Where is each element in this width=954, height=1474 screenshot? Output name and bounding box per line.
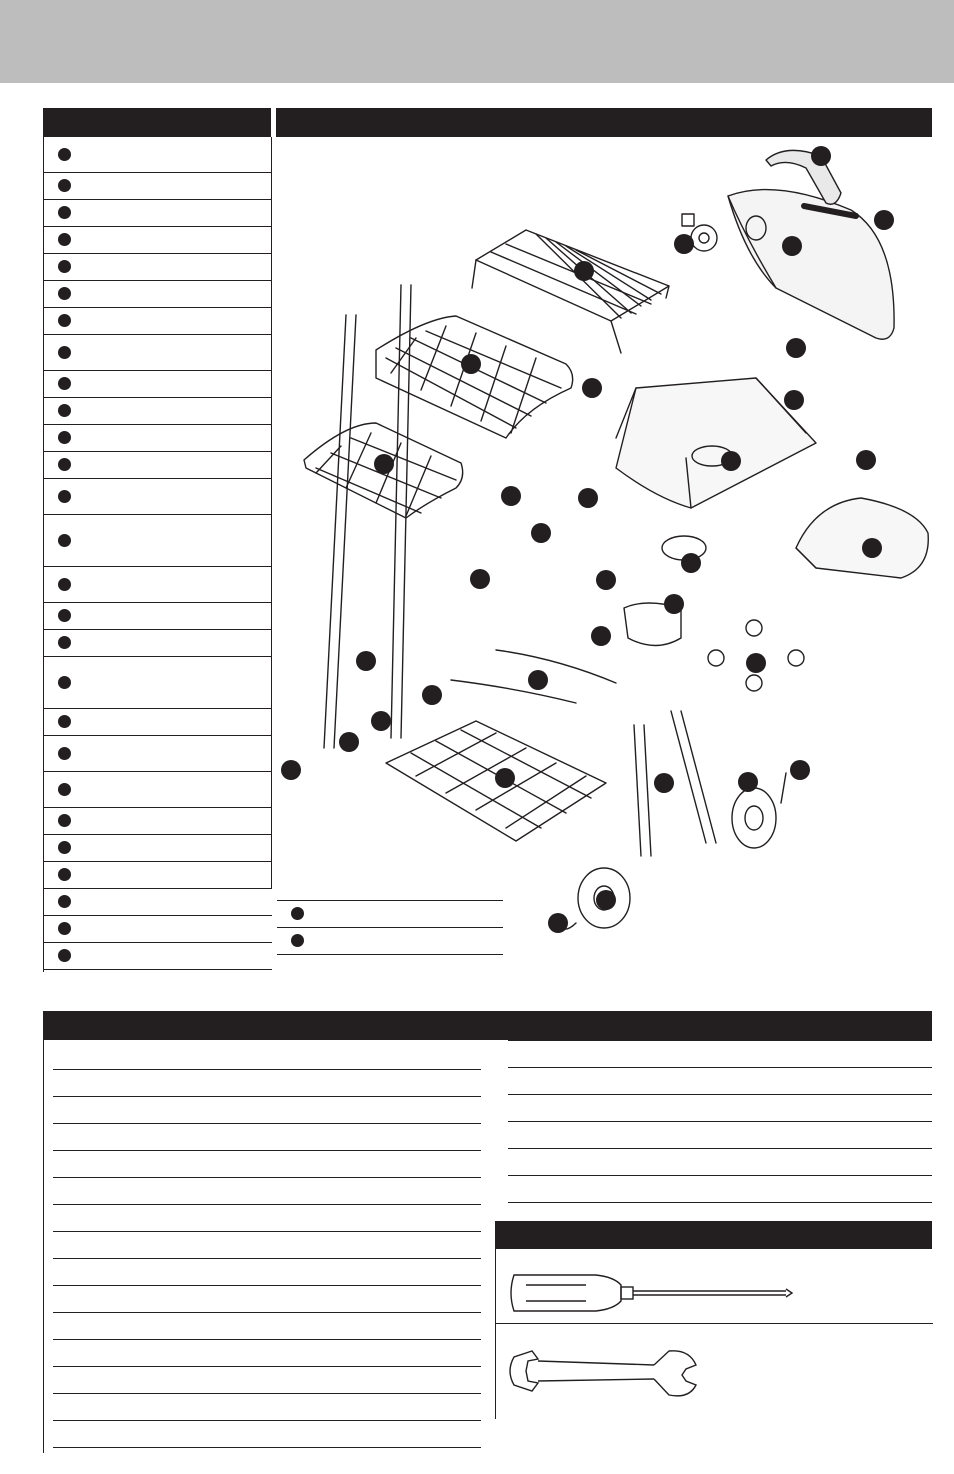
callout-marker bbox=[528, 670, 548, 690]
callout-marker bbox=[738, 772, 758, 792]
list-item bbox=[44, 862, 272, 889]
list-item bbox=[44, 736, 272, 772]
bullet-icon bbox=[58, 747, 71, 760]
list-item bbox=[508, 1095, 932, 1122]
bullet-icon bbox=[58, 260, 71, 273]
bullet-icon bbox=[58, 814, 71, 827]
list-item bbox=[44, 227, 272, 254]
list-item bbox=[44, 657, 272, 709]
bullet-icon bbox=[58, 783, 71, 796]
callout-marker bbox=[582, 378, 602, 398]
bullet-icon bbox=[58, 404, 71, 417]
callout-marker bbox=[501, 486, 521, 506]
list-item bbox=[44, 335, 272, 371]
tools-header bbox=[495, 1221, 932, 1249]
side-table-part bbox=[796, 498, 928, 578]
callout-marker bbox=[374, 454, 394, 474]
list-item bbox=[53, 1151, 481, 1178]
list-item bbox=[53, 1232, 481, 1259]
bullet-icon bbox=[58, 377, 71, 390]
list-item bbox=[508, 1068, 932, 1095]
ash-bowl-part bbox=[624, 536, 706, 646]
bullet-icon bbox=[58, 841, 71, 854]
callout-marker bbox=[574, 261, 594, 281]
leg-part bbox=[634, 711, 716, 856]
list-item bbox=[53, 1313, 481, 1340]
top-gray-band bbox=[0, 0, 954, 83]
list-item bbox=[53, 1178, 481, 1205]
bullet-icon bbox=[58, 431, 71, 444]
callout-marker bbox=[856, 450, 876, 470]
list-item bbox=[53, 1340, 481, 1367]
hardware-list-left bbox=[53, 1043, 481, 1448]
callout-marker bbox=[495, 768, 515, 788]
leg-part bbox=[324, 285, 411, 748]
bullet-icon bbox=[58, 458, 71, 471]
callout-marker bbox=[746, 653, 766, 673]
bullet-icon bbox=[58, 346, 71, 359]
list-item bbox=[44, 479, 272, 515]
list-item bbox=[53, 1394, 481, 1421]
list-item bbox=[44, 173, 272, 200]
tools-divider bbox=[496, 1323, 933, 1324]
list-item bbox=[44, 452, 272, 479]
callout-marker bbox=[596, 890, 616, 910]
callout-marker bbox=[356, 651, 376, 671]
list-item bbox=[53, 1097, 481, 1124]
hardware-left-border bbox=[43, 1040, 44, 1453]
callout-marker bbox=[790, 760, 810, 780]
callout-marker bbox=[591, 626, 611, 646]
list-item bbox=[53, 1286, 481, 1313]
bullet-icon bbox=[58, 636, 71, 649]
cooking-grid-part bbox=[376, 316, 573, 438]
bullet-icon bbox=[58, 287, 71, 300]
parts-list bbox=[44, 137, 272, 970]
callout-marker bbox=[531, 523, 551, 543]
screwdriver-icon bbox=[506, 1265, 806, 1325]
list-item bbox=[44, 808, 272, 835]
list-item bbox=[44, 371, 272, 398]
bullet-icon bbox=[58, 676, 71, 689]
diagram-header bbox=[276, 108, 932, 137]
bullet-icon bbox=[58, 534, 71, 547]
list-item bbox=[44, 603, 272, 630]
bullet-icon bbox=[58, 206, 71, 219]
list-item bbox=[44, 515, 272, 567]
list-item bbox=[53, 1421, 481, 1448]
bullet-icon bbox=[58, 314, 71, 327]
callout-marker bbox=[874, 210, 894, 230]
list-item bbox=[44, 398, 272, 425]
callout-marker bbox=[422, 685, 442, 705]
list-item bbox=[44, 567, 272, 603]
bullet-icon bbox=[58, 609, 71, 622]
list-item bbox=[44, 630, 272, 657]
bullet-icon bbox=[58, 715, 71, 728]
list-item bbox=[44, 254, 272, 281]
list-item bbox=[508, 1041, 932, 1068]
hardware-header bbox=[43, 1011, 932, 1040]
exploded-diagram bbox=[276, 138, 932, 953]
bullet-icon bbox=[58, 578, 71, 591]
list-item bbox=[44, 709, 272, 736]
list-item bbox=[53, 1205, 481, 1232]
list-item bbox=[53, 1367, 481, 1394]
list-item bbox=[508, 1122, 932, 1149]
wrench-icon bbox=[504, 1339, 704, 1409]
callout-marker bbox=[674, 234, 694, 254]
callout-marker bbox=[681, 553, 701, 573]
list-item bbox=[44, 772, 272, 808]
hardware-list-right bbox=[508, 1040, 932, 1203]
callout-marker bbox=[596, 570, 616, 590]
list-item bbox=[44, 200, 272, 227]
bullet-icon bbox=[58, 868, 71, 881]
bullet-icon bbox=[58, 922, 71, 935]
callout-marker bbox=[721, 451, 741, 471]
bullet-icon bbox=[58, 490, 71, 503]
callout-marker bbox=[664, 594, 684, 614]
bullet-icon bbox=[58, 233, 71, 246]
callout-marker bbox=[786, 338, 806, 358]
bullet-icon bbox=[58, 895, 71, 908]
list-item bbox=[44, 137, 272, 173]
list-item bbox=[44, 425, 272, 452]
callout-marker bbox=[862, 538, 882, 558]
list-item bbox=[53, 1070, 481, 1097]
callout-marker bbox=[548, 913, 568, 933]
list-item bbox=[508, 1176, 932, 1203]
callout-marker bbox=[339, 732, 359, 752]
callout-marker bbox=[811, 146, 831, 166]
callout-marker bbox=[461, 354, 481, 374]
list-item bbox=[44, 308, 272, 335]
parts-list-header bbox=[43, 108, 271, 137]
lid-part bbox=[728, 190, 894, 340]
bullet-icon bbox=[58, 179, 71, 192]
list-item bbox=[44, 943, 272, 970]
tools-panel bbox=[495, 1249, 933, 1419]
list-item bbox=[44, 916, 272, 943]
list-item bbox=[53, 1124, 481, 1151]
callout-marker bbox=[578, 488, 598, 508]
callout-marker bbox=[281, 760, 301, 780]
bullet-icon bbox=[58, 949, 71, 962]
list-item bbox=[44, 889, 272, 916]
list-item bbox=[508, 1149, 932, 1176]
callout-marker bbox=[654, 773, 674, 793]
list-item bbox=[44, 281, 272, 308]
list-item bbox=[53, 1259, 481, 1286]
list-item bbox=[53, 1043, 481, 1070]
callout-marker bbox=[371, 711, 391, 731]
callout-marker bbox=[782, 236, 802, 256]
bullet-icon bbox=[58, 148, 71, 161]
callout-marker bbox=[470, 569, 490, 589]
list-item bbox=[44, 835, 272, 862]
warming-rack-part bbox=[472, 230, 669, 353]
callout-marker bbox=[784, 390, 804, 410]
